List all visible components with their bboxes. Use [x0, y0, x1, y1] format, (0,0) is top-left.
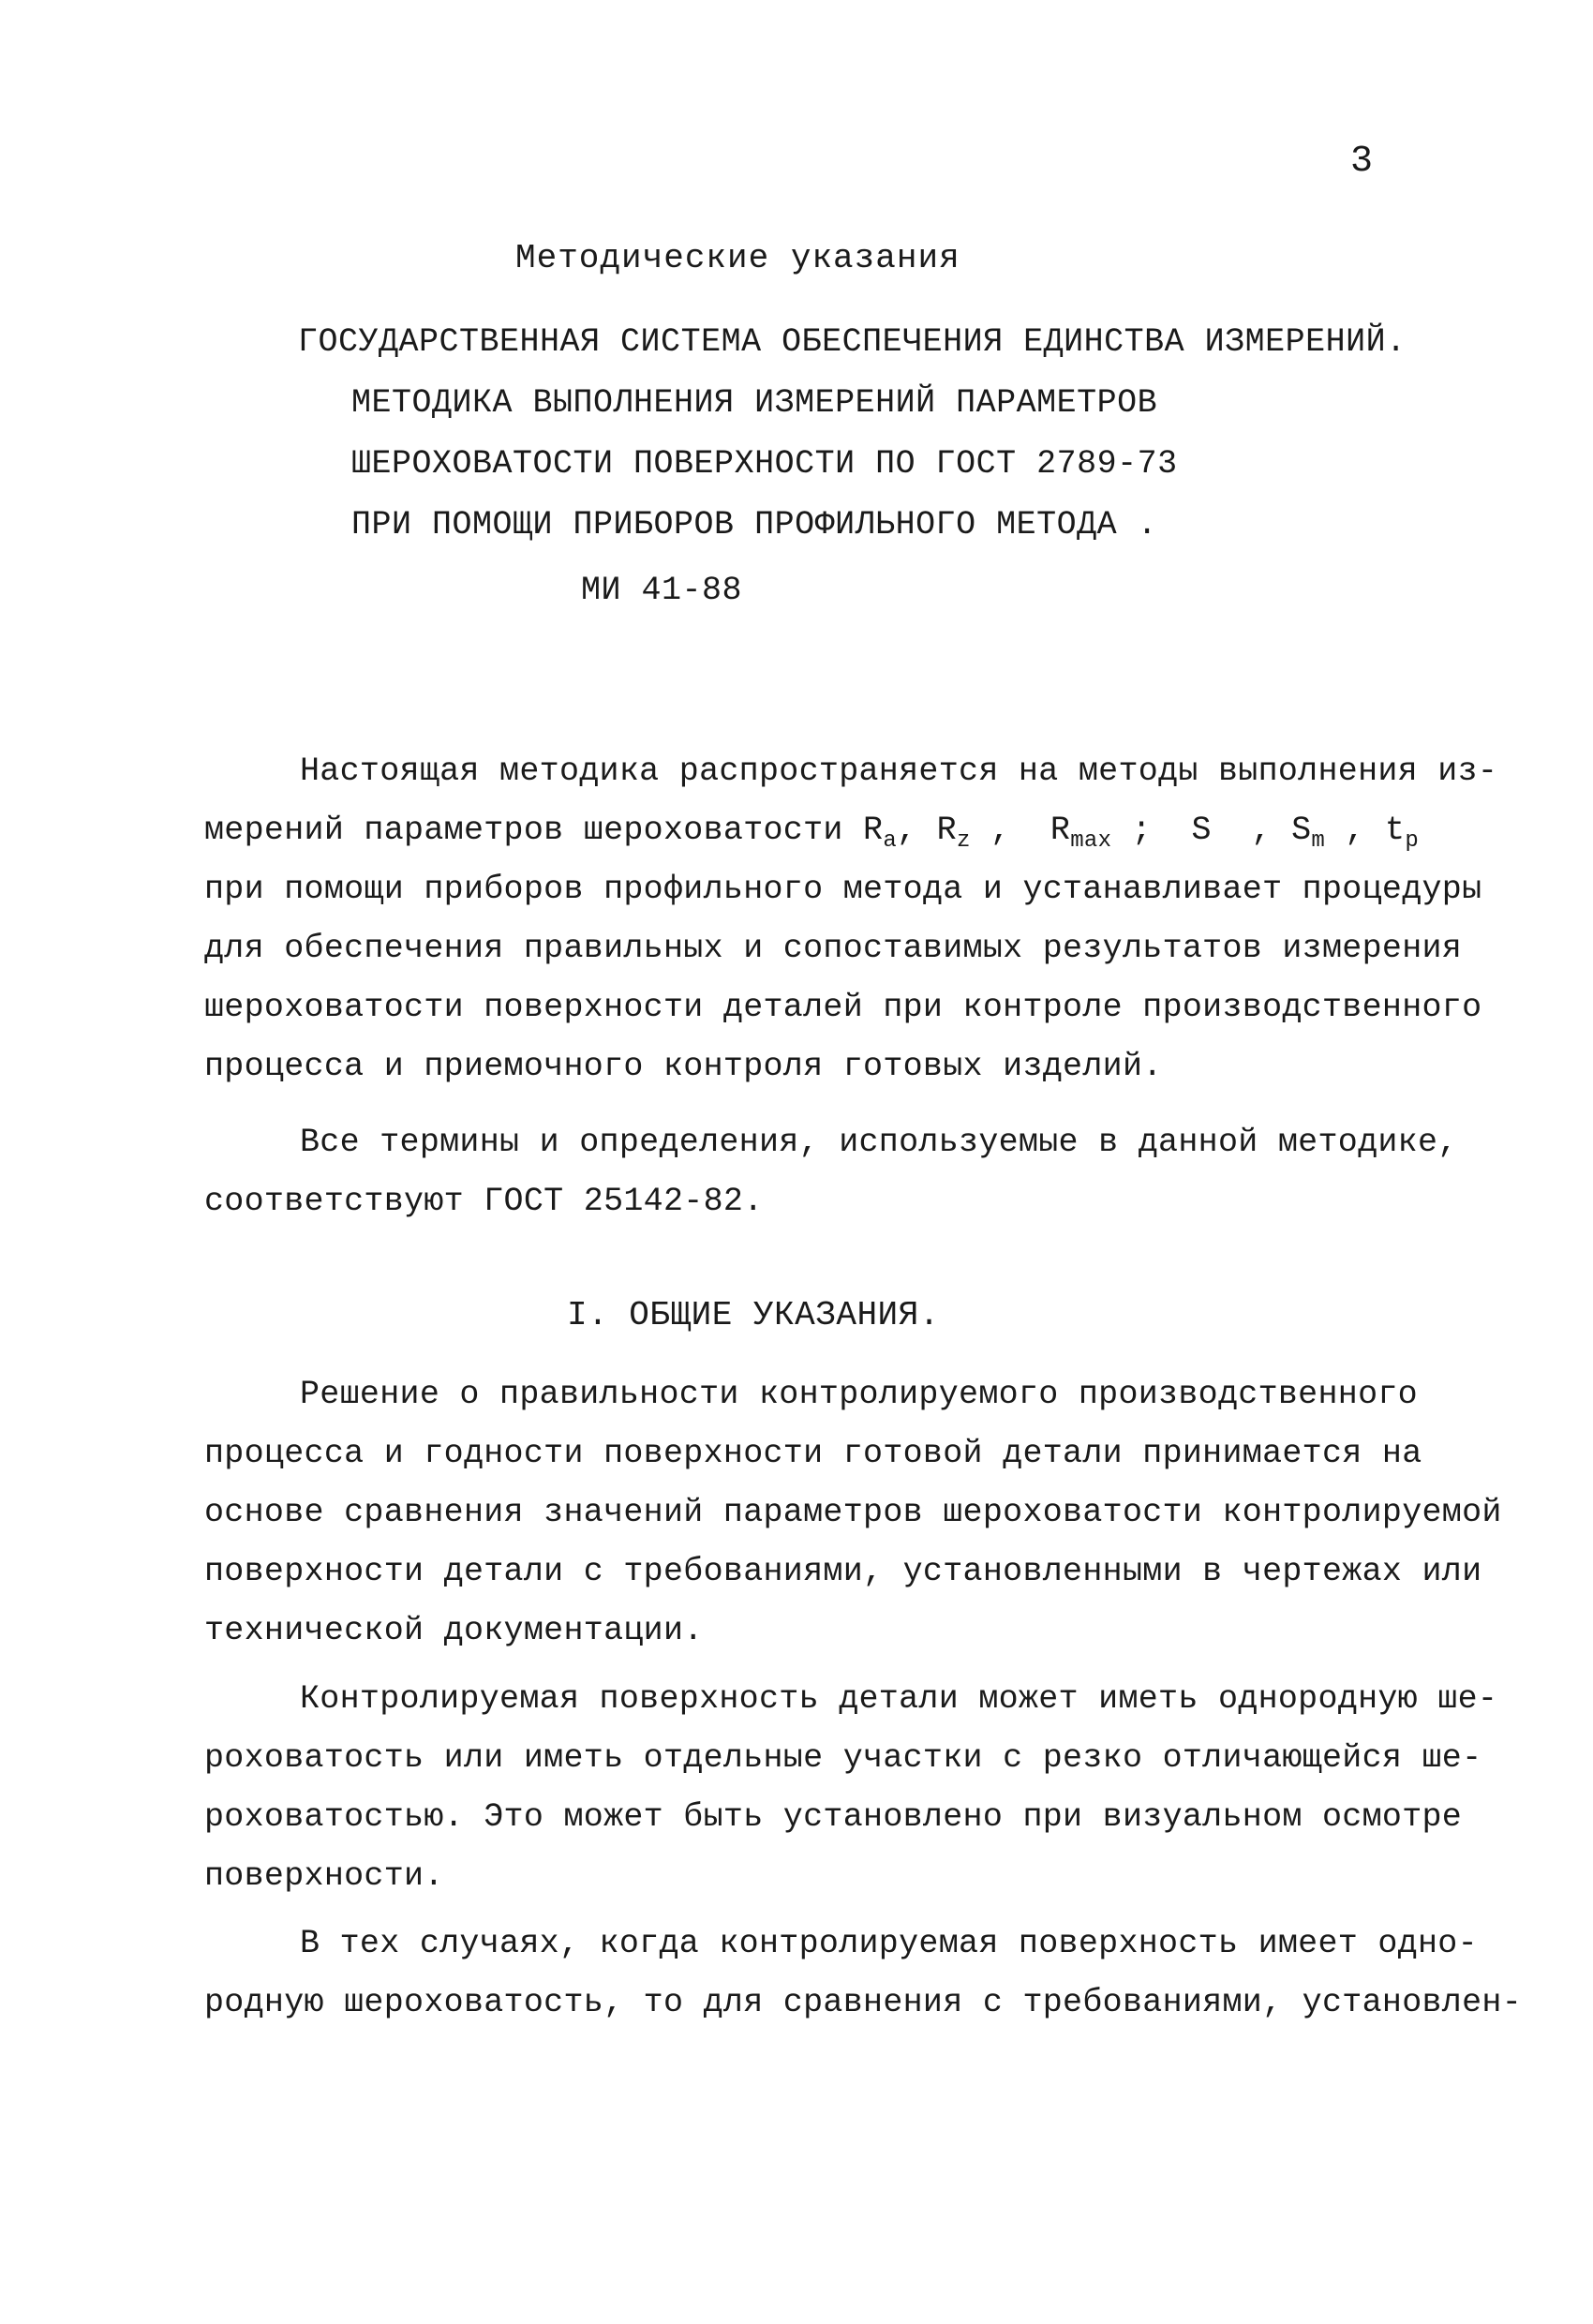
paragraph-line: поверхности.	[204, 1857, 444, 1895]
paragraph-line: Решение о правильности контролируемого производственного	[300, 1376, 1418, 1413]
paragraph-line: шероховатости поверхности деталей при контроле производственного	[204, 989, 1482, 1026]
title-line: ПРИ ПОМОЩИ ПРИБОРОВ ПРОФИЛЬНОГО МЕТОДА .	[351, 506, 1158, 544]
paragraph-line: роховатостью. Это может быть установлено при визуальном осмотре	[204, 1798, 1463, 1836]
surface-paragraph	[204, 1670, 1498, 1906]
paragraph-line: поверхности детали с требованиями, установленными в чертежах или	[204, 1553, 1482, 1590]
terms-paragraph	[204, 1113, 1458, 1231]
paragraph-line: при помощи приборов профильного метода и устанавливает процедуры	[204, 871, 1482, 908]
paragraph-line: Контролируемая поверхность детали может иметь однородную ше-	[300, 1680, 1498, 1718]
paragraph-text: мерений параметров шероховатости	[204, 812, 843, 849]
param-s: S	[1191, 812, 1212, 849]
paragraph-line: Настоящая методика распространяется на методы выполнения из-	[300, 752, 1498, 790]
param-sm: $S_m$	[1291, 812, 1326, 854]
section-heading: I. ОБЩИЕ УКАЗАНИЯ.	[567, 1296, 940, 1334]
paragraph-line: роховатость или иметь отдельные участки с резко отличающейся ше-	[204, 1739, 1482, 1777]
title-line: МЕТОДИКА ВЫПОЛНЕНИЯ ИЗМЕРЕНИЙ ПАРАМЕТРОВ	[351, 384, 1158, 422]
paragraph-line: процесса и приемочного контроля готовых изделий.	[204, 1048, 1163, 1085]
document-code: МИ 41-88	[581, 572, 743, 609]
paragraph-line: для обеспечения правильных и сопоставимых результатов измерения	[204, 930, 1463, 967]
paragraph-line: родную шероховатость, то для сравнения с требованиями, установлен-	[204, 1984, 1523, 2021]
param-rz: $R_z$	[936, 812, 971, 854]
paragraph-line: процесса и годности поверхности готовой детали принимается на	[204, 1435, 1422, 1472]
paragraph-line: основе сравнения значений параметров шероховатости контролируемой	[204, 1494, 1502, 1531]
paragraph-line: технической документации.	[204, 1612, 704, 1649]
param-ra: $R_a$	[863, 812, 898, 854]
intro-paragraph	[204, 742, 1498, 1096]
page-number: 3	[1349, 141, 1373, 183]
paragraph-line: В тех случаях, когда контролируемая поверхность имеет одно-	[300, 1925, 1478, 1962]
param-tp: $t_p$	[1385, 812, 1420, 854]
paragraph-line: соответствуют ГОСТ 25142-82.	[204, 1183, 764, 1220]
title-line: ШЕРОХОВАТОСТИ ПОВЕРХНОСТИ ПО ГОСТ 2789-73	[351, 445, 1178, 483]
document-genre: Методические указания	[515, 239, 960, 277]
decision-paragraph	[204, 1365, 1502, 1661]
cases-paragraph	[204, 1914, 1523, 2033]
paragraph-line: Все термины и определения, используемые в данной методике,	[300, 1124, 1458, 1161]
paragraph-line-with-params: мерений параметров шероховатости $R_a$, $R_z$ , $R_{max}$ ; S , $S_m$ , $t_p$	[204, 812, 1420, 854]
title-line: ГОСУДАРСТВЕННАЯ СИСТЕМА ОБЕСПЕЧЕНИЯ ЕДИНСТВА ИЗМЕРЕНИЙ.	[298, 323, 1407, 361]
param-rmax: $R_{max}$	[1050, 812, 1112, 854]
